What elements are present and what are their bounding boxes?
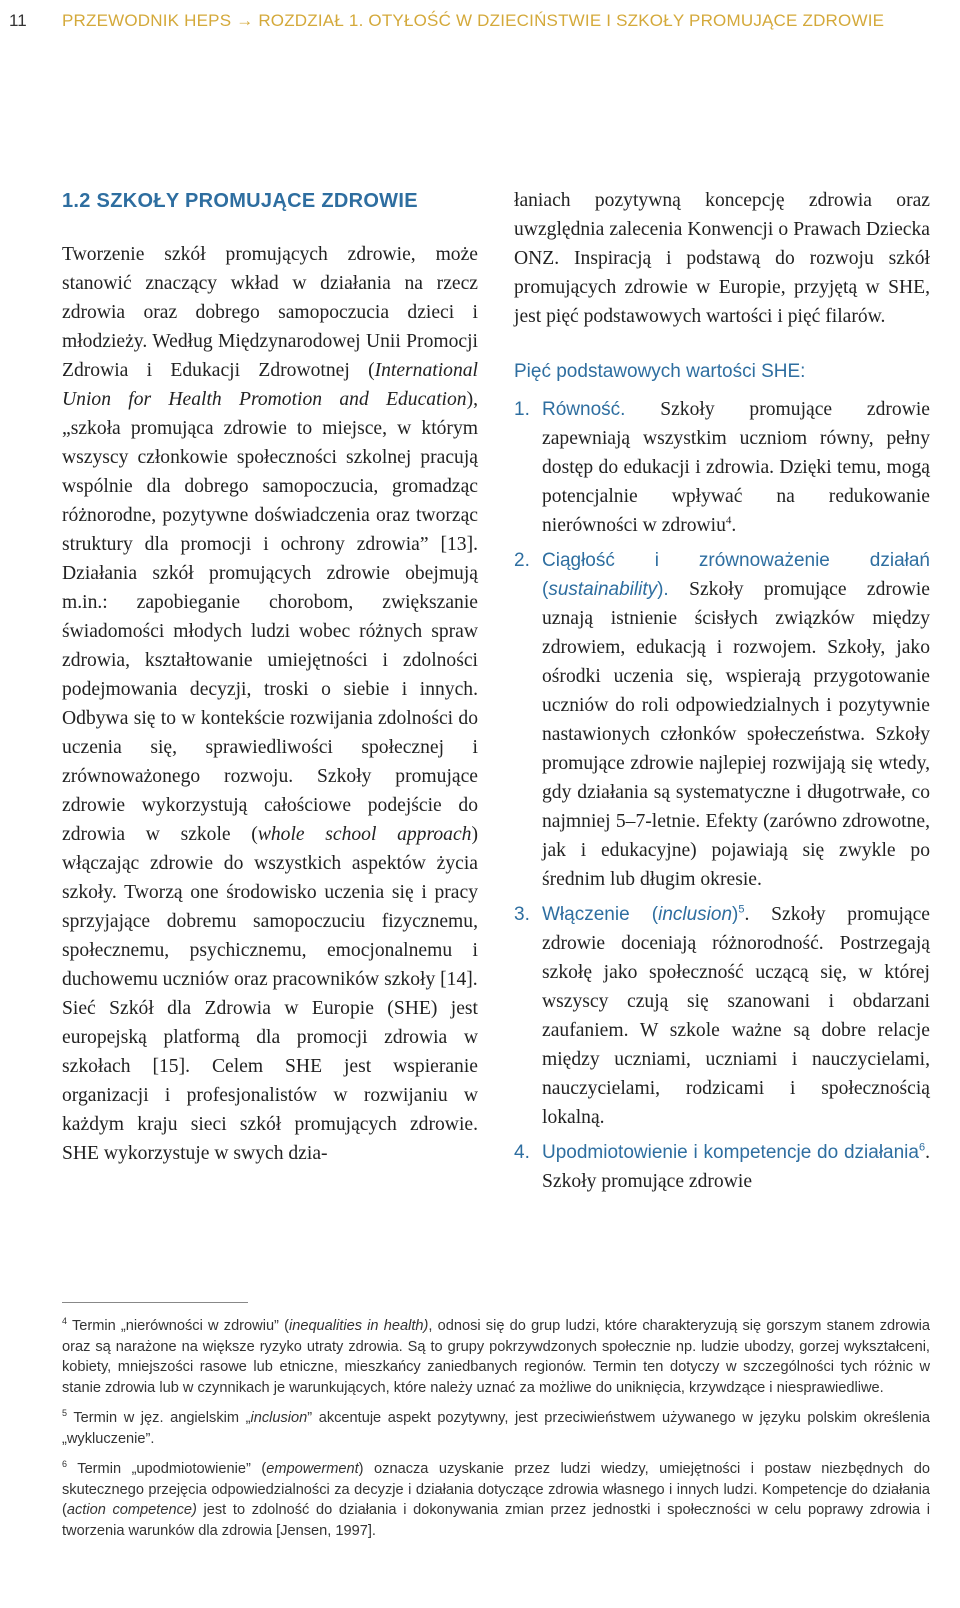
left-column (62, 186, 478, 1168)
header-chapter-name: ROZDZIAŁ 1. OTYŁOŚĆ W DZIECIŃSTWIE I SZKOŁY PROMUJĄCE ZDROWIE (258, 11, 885, 30)
list-item-number: 4. (514, 1142, 530, 1163)
footnote-number: 5 (62, 1408, 68, 1419)
header-guide-name: PRZEWODNIK HEPS (62, 11, 232, 30)
text-run: jest to zdolność do działania i dokonywania zmian przez jednostki i społeczności w celu poprawy zdrowia i tworzenia warunków dla zdrowia [Jensen, 1997]. (62, 1502, 930, 1539)
running-header (0, 6, 960, 36)
list-item-label: Równość. (542, 399, 626, 420)
footnotes (62, 1316, 930, 1551)
list-item-number: 1. (514, 399, 530, 420)
paragraph-she: Sieć Szkół dla Zdrowia w Europie (SHE) jest europejską platformą dla promocji zdrowia w szkołach [15]. Celem SHE jest wspieranie organizacji i profesjonalistów w rozwijaniu w każdym kraju sieci szkół promujących zdrowie. SHE wykorzystuje w swych dzia- (62, 998, 478, 1164)
text-italic: action competence) (66, 1502, 197, 1518)
section-title: 1.2 SZKOŁY PROMUJĄCE ZDROWIE (62, 190, 418, 212)
text-run: Tworzenie szkół promujących zdrowie, może stanowić znaczący wkład w działania na rzecz zdrowia oraz dobrego samopoczucia dzieci i młodzieży. Według Międzynarodowej Unii Promocji Zdrowia i Edukacji Zdrowotnej ( (62, 244, 478, 381)
text-run: , odnosi się do grup ludzi, które charakteryzują się gorszym stanem zdrowia oraz są narażone na większe ryzyko utraty zdrowia. Są to grupy pokrzywdzonych społecznie np. ludzie ubodzy, gorzej wykształceni, kobiety, mniejszości rasowe lub etniczne, mieszkańcy zaniedbanych regionów. Termin ten dotyczy w szczególności tych różnic w stanie zdrowia lub w czynnikach je warunkujących, które należy uznać za możliwe do uniknięcia, krzywdzące i niesprawiedliwe. (62, 1318, 930, 1396)
list-item-text: Szkoły promujące zdrowie zapewniają wszystkim uczniom równy, pełny dostęp do edukacji i zdrowia. Dzięki temu, mogą potencjalnie wpływać na redukowanie nierówności w zdrowiu (542, 399, 930, 536)
list-item (514, 900, 930, 1132)
text-italic: inclusion (658, 904, 733, 925)
footnote-4 (62, 1316, 930, 1398)
paragraph-intro (62, 240, 478, 994)
list-item-text: . Szkoły promujące zdrowie doceniają różnorodność. Postrzegają szkołę jako społeczność uczącą się, w której wszyscy czują się szanowani i obdarzani zaufaniem. W szkole ważne są dobre relacje między uczniami, uczniami i nauczycielami, nauczycielami, rodzicami i społecznością lokalną. (542, 904, 930, 1128)
text-italic: inequalities in health) (288, 1318, 429, 1334)
text-run: ) włączając zdrowie do wszystkich aspektów życia szkoły. Tworzą one środowisko uczenia się i pracy sprzyjające dobremu samopoczuciu fizycznemu, społecznemu, psychicznemu, emocjonalnemu i duchowemu uczniów oraz pracowników szkoły [14]. (62, 824, 478, 990)
text-run: Włączenie ( (542, 904, 659, 925)
header-title (62, 6, 884, 36)
text-run: ), „szkoła promująca zdrowie to miejsce, w którym wszyscy członkowie społeczności szkolnej pracują wspólnie dla dobrego samopoczucia, gromadząc różnorodne, pozytywne doświadczenia oraz tworząc struktury dla promocji i ochrony zdrowia” [13]. Działania szkół promujących zdrowie obejmują m.in.: zapobieganie chorobom, zwiększanie świadomości młodych ludzi wobec różnych spraw zdrowia, kształtowanie umiejętności i zdolności podejmowania decyzji, troski o siebie i innych. Odbywa się to w kontekście rozwijania zdolności do uczenia się, sprawiedliwości społecznej i zrównoważonego rozwoju. Szkoły promujące zdrowie wykorzystują całościowe podejście do zdrowia w szkole ( (62, 389, 478, 845)
text-run: Ciągłość i zrównoważenie działań ( (542, 550, 930, 600)
page-number: 11 (9, 11, 27, 30)
footnote-ref: 6 (918, 1141, 926, 1154)
list-item-number: 3. (514, 904, 530, 925)
text-run: Termin w jęz. angielskim „ (67, 1410, 251, 1426)
footnote-ref: 5 (738, 903, 745, 916)
text-italic: empowerment (266, 1461, 359, 1477)
list-item-text: Szkoły promujące zdrowie uznają istnienie ścisłych związków między zdrowiem, edukacją i rozwojem. Szkoły, jako ośrodki uczenia się, wspierają przygotowanie uczniów do roli odpowiedzialnych i pozytywnie nastawionych członków społeczeństwa. Szkoły promujące zdrowie najlepiej rozwijają się wtedy, gdy działania są systematyczne i długotrwałe, co najmniej 5–7-letnie. Efekty (zarówno zdrowotne, jak i edukacyjne) pojawiają się zwykle po średnim lub długim okresie. (542, 579, 930, 890)
list-item (514, 395, 930, 540)
text-run: ). (657, 579, 669, 600)
values-list (514, 395, 930, 1196)
list-item (514, 546, 930, 894)
text-run: Upodmiotowienie i kompetencje do działania (542, 1142, 919, 1163)
text-italic: inclusion (250, 1410, 308, 1426)
footnote-5 (62, 1408, 930, 1449)
text-run: ” akcentuje aspekt pozytywny, jest przeciwieństwem używanego w języku polskim określenia „wykluczenie”. (62, 1410, 930, 1447)
text-run: Termin „nierówności w zdrowiu” ( (67, 1318, 289, 1334)
text-run: ) oznacza uzyskanie przez ludzi wiedzy, umiejętności i postaw niezbędnych do skutecznego przejęcia odpowiedzialności za decyzje i działania dotyczące zdrowia własnego i innych ludzi. Kompetencje do działania ( (62, 1461, 930, 1518)
arrow-right-icon: → (236, 11, 254, 30)
text-italic: International Union for Health Promotion and Education (62, 360, 478, 410)
paragraph-continuation: łaniach pozytywną koncepcję zdrowia oraz uwzględnia zalecenia Konwencji o Prawach Dziecka ONZ. Inspiracją i podstawą do rozwoju szkół promujących zdrowie w Europie, przyjętą w SHE, jest pięć podstawowych wartości i pięć filarów. (514, 190, 930, 327)
list-item-label (542, 904, 744, 925)
text-run: ) (732, 904, 739, 925)
list-item (514, 1138, 930, 1196)
footnote-number: 4 (62, 1316, 68, 1327)
text-run: Termin „upodmiotowienie” ( (67, 1461, 267, 1477)
footnote-number: 6 (62, 1459, 68, 1470)
values-list-heading: Pięć podstawowych wartości SHE: (514, 361, 806, 382)
text-run: . (731, 515, 737, 536)
list-item-text: . Szkoły promujące zdrowie (542, 1142, 930, 1192)
footnote-ref: 4 (725, 514, 732, 527)
text-italic: whole school approach (257, 824, 472, 845)
right-column (514, 186, 930, 1202)
footnote-divider (62, 1302, 248, 1303)
footnote-6 (62, 1459, 930, 1541)
list-item-number: 2. (514, 550, 530, 571)
list-item-label (542, 1142, 925, 1163)
text-italic: sustainability (548, 579, 658, 600)
